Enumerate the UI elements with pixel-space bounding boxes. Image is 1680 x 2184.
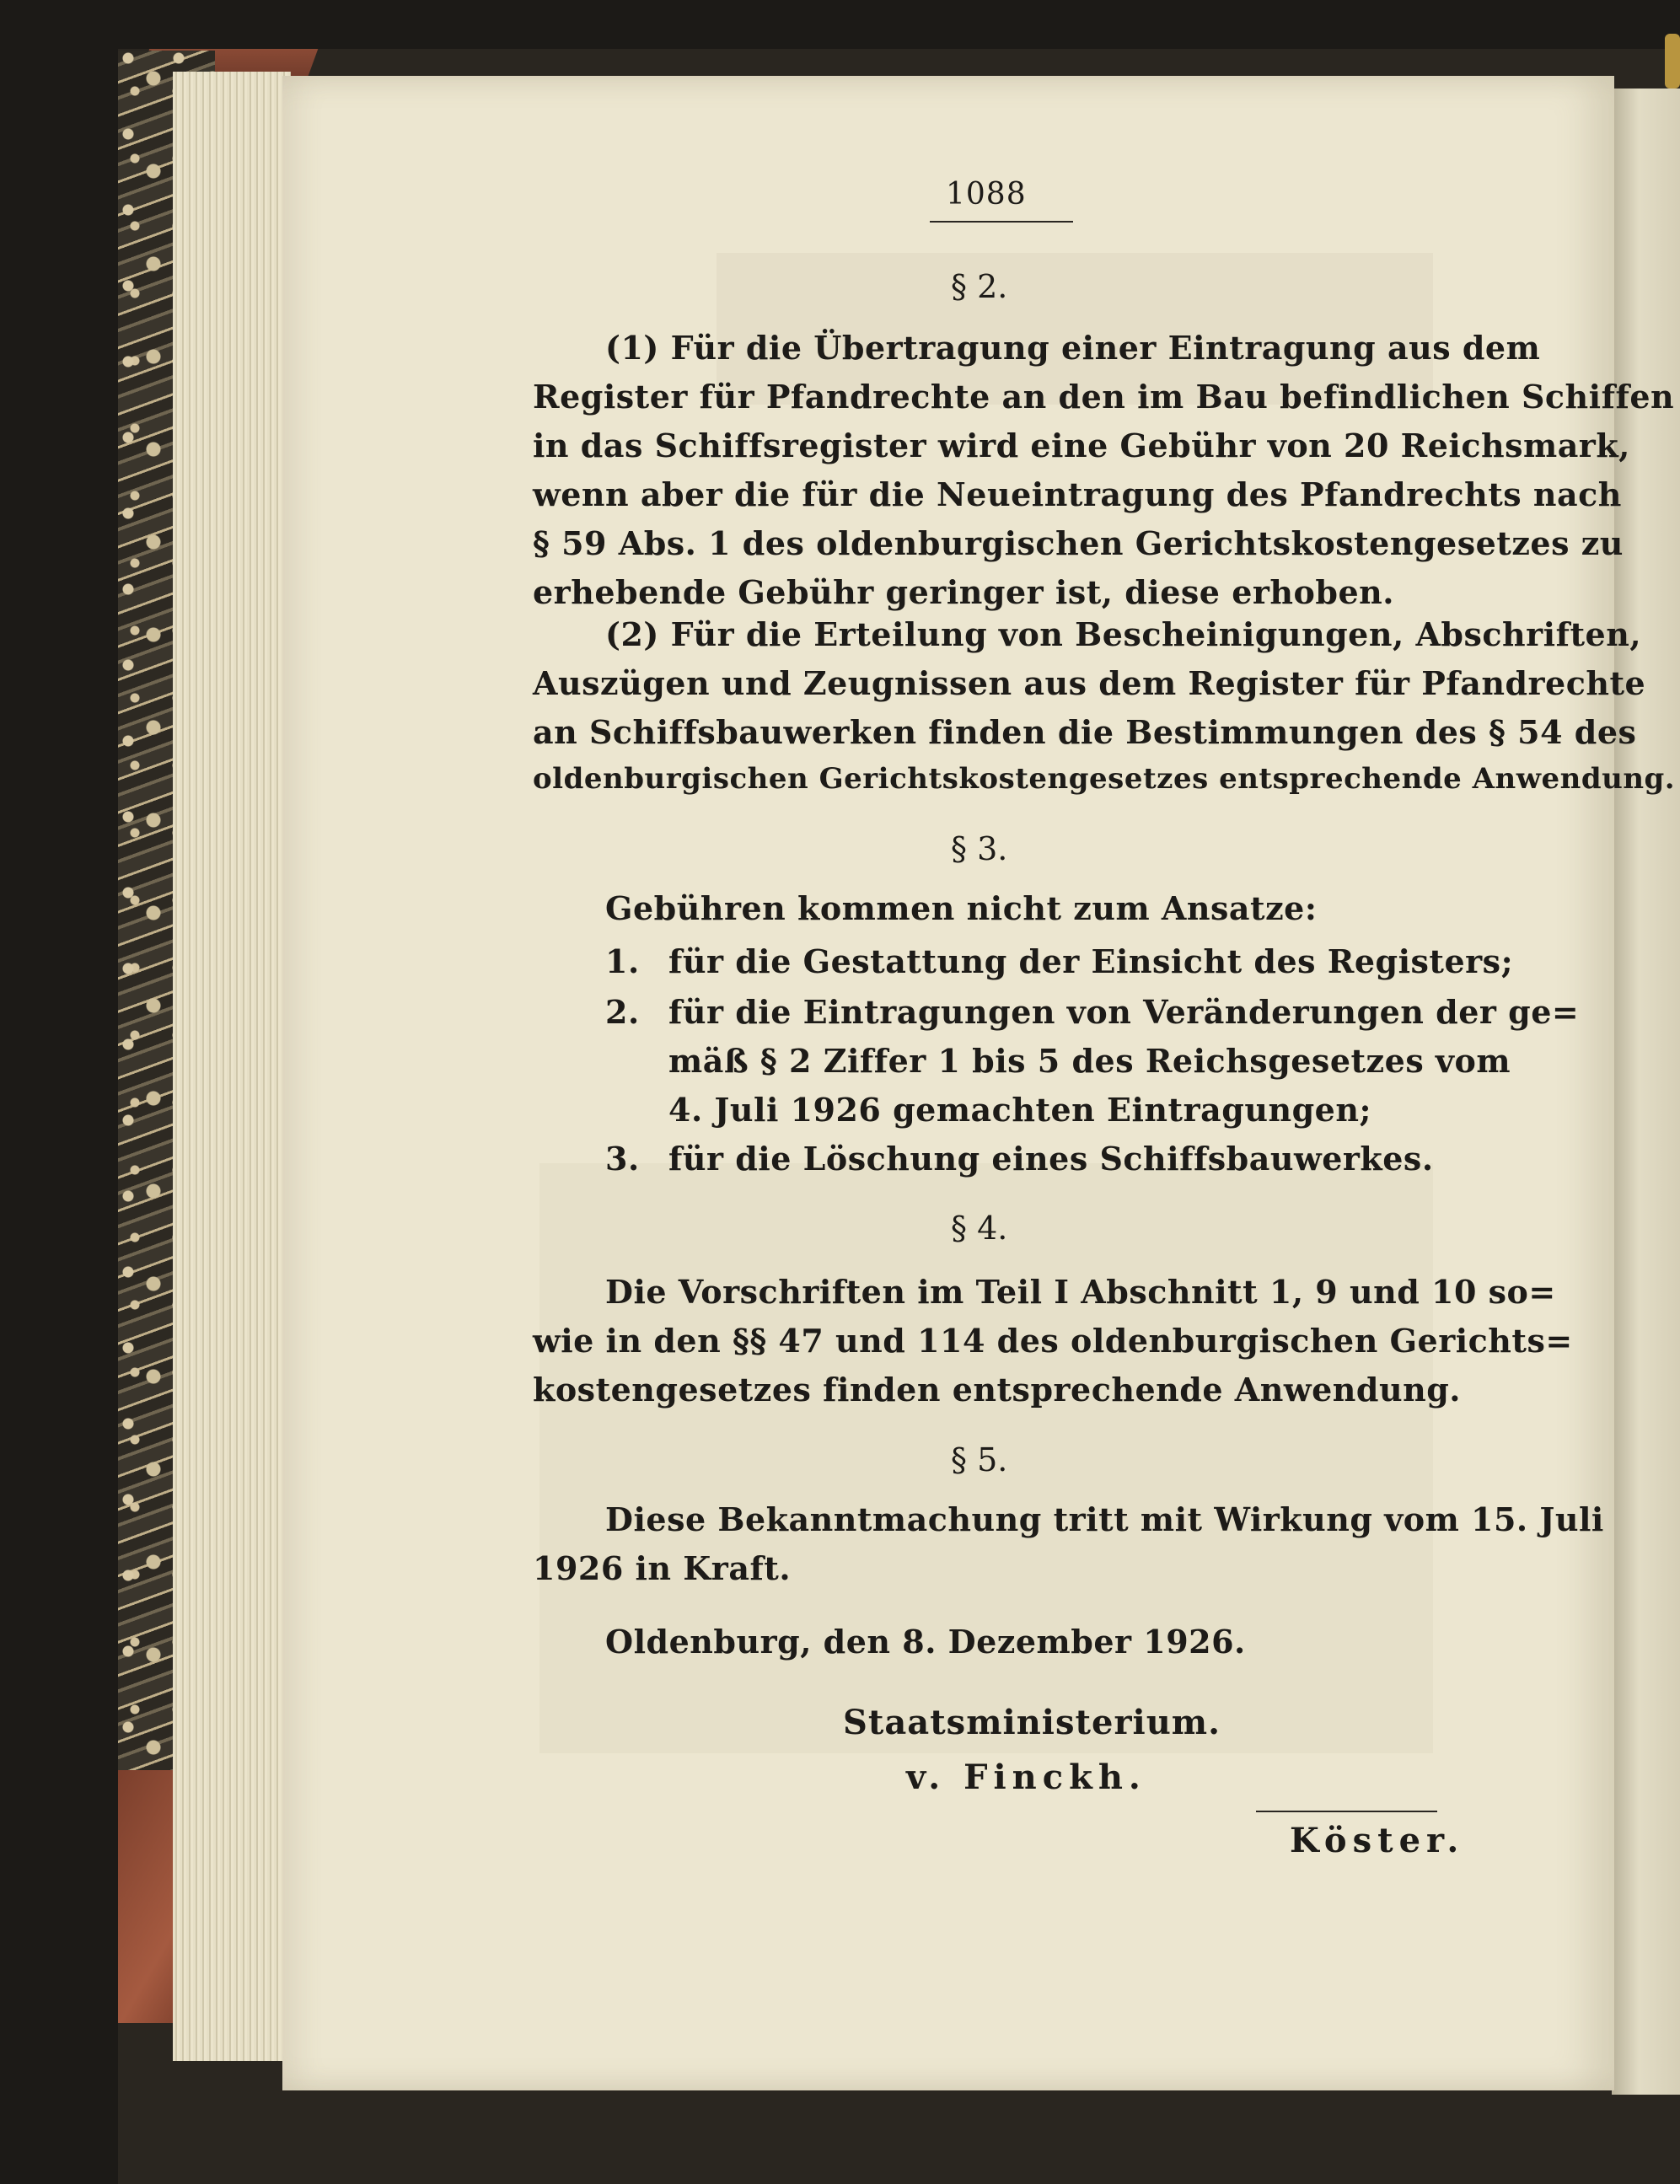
text-line: Register für Pfandrechte an den im Bau befindlichen Schiffen bbox=[533, 378, 1675, 416]
text-line: an Schiffsbauwerken finden die Bestimmungen des § 54 des bbox=[533, 713, 1637, 751]
text-line: Gebühren kommen nicht zum Ansatze: bbox=[605, 889, 1318, 927]
text-line: erhebende Gebühr geringer ist, diese erhoben. bbox=[533, 573, 1394, 611]
list-item: mäß § 2 Ziffer 1 bis 5 des Reichsgesetzes vom bbox=[668, 1042, 1511, 1080]
text-line: § 59 Abs. 1 des oldenburgischen Gerichtskostengesetzes zu bbox=[533, 524, 1624, 562]
text-line: Auszügen und Zeugnissen aus dem Register für Pfandrechte bbox=[533, 664, 1646, 702]
text-line: oldenburgischen Gerichtskostengesetzes entsprechende Anwendung. bbox=[533, 762, 1676, 796]
gilt-mark bbox=[1665, 34, 1680, 89]
text-line: (2) Für die Erteilung von Bescheinigungen, Abschriften, bbox=[605, 615, 1642, 653]
list-number: 2. bbox=[605, 993, 640, 1031]
signatory: v. Finckh. bbox=[906, 1757, 1146, 1797]
place-date: Oldenburg, den 8. Dezember 1926. bbox=[605, 1623, 1246, 1661]
section-heading: § 5. bbox=[951, 1441, 1008, 1478]
list-item: für die Löschung eines Schiffsbauwerkes. bbox=[668, 1140, 1434, 1178]
text-line: 1926 in Kraft. bbox=[533, 1549, 792, 1587]
signatory: Köster. bbox=[1290, 1821, 1465, 1860]
list-item: für die Gestattung der Einsicht des Registers; bbox=[668, 942, 1514, 980]
text-line: Die Vorschriften im Teil I Abschnitt 1, 9 und 10 so= bbox=[605, 1273, 1556, 1311]
text-line: kostengesetzes finden entsprechende Anwendung. bbox=[533, 1371, 1462, 1409]
section-heading: § 3. bbox=[951, 830, 1008, 867]
list-number: 3. bbox=[605, 1140, 640, 1178]
list-item: für die Eintragungen von Veränderungen der ge= bbox=[668, 993, 1580, 1031]
signature-rule bbox=[1256, 1811, 1437, 1812]
list-item: 4. Juli 1926 gemachten Eintragungen; bbox=[668, 1091, 1371, 1129]
list-number: 1. bbox=[605, 942, 640, 980]
authority: Staatsministerium. bbox=[843, 1703, 1221, 1742]
section-heading: § 2. bbox=[951, 268, 1008, 305]
text-line: wenn aber die für die Neueintragung des Pfandrechts nach bbox=[533, 475, 1622, 513]
page-number: 1088 bbox=[946, 177, 1027, 212]
text-line: in das Schiffsregister wird eine Gebühr von 20 Reichsmark, bbox=[533, 427, 1630, 464]
page-number-rule bbox=[930, 221, 1073, 223]
page-edges bbox=[173, 72, 291, 2061]
text-line: Diese Bekanntmachung tritt mit Wirkung vom 15. Juli bbox=[605, 1500, 1604, 1538]
section-heading: § 4. bbox=[951, 1210, 1008, 1247]
text-line: (1) Für die Übertragung einer Eintragung aus dem bbox=[605, 329, 1541, 367]
text-line: wie in den §§ 47 und 114 des oldenburgischen Gerichts= bbox=[533, 1322, 1573, 1360]
